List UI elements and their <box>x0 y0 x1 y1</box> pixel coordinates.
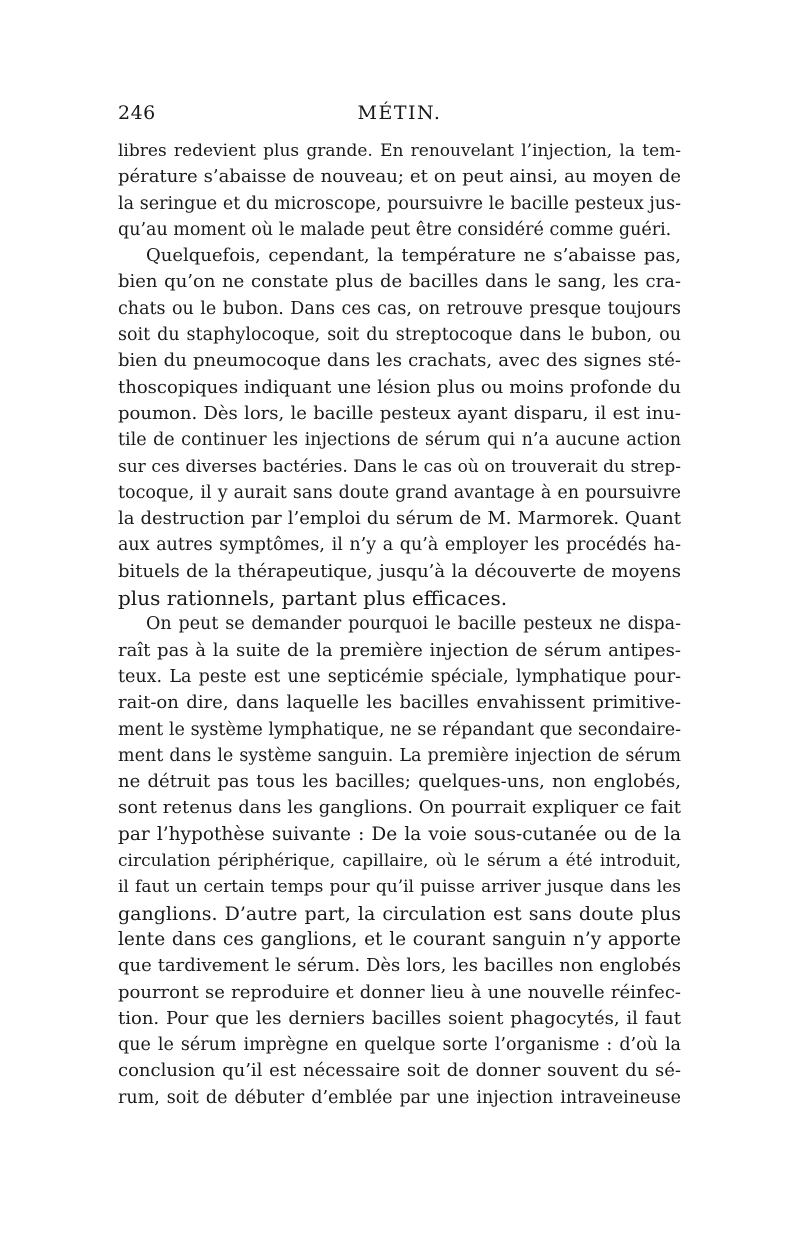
text-line: Quelquefois, cependant, la température ne s’abaisse pas, <box>146 245 681 267</box>
text-line: sur ces diverses bactéries. Dans le cas où on trouverait du strep- <box>118 456 681 477</box>
text-line: tocoque, il y aurait sans doute grand avantage à en poursuivre <box>118 482 681 503</box>
page-number: 246 <box>118 102 156 124</box>
text-line: raît pas à la suite de la première injection de sérum antipes- <box>118 639 681 661</box>
text-line: tile de continuer les injections de sérum qui n’a aucune action <box>118 430 681 451</box>
paragraph <box>118 611 681 1111</box>
text-line: rait-on dire, dans laquelle les bacilles envahissent primitive- <box>118 692 681 714</box>
running-header <box>118 102 681 128</box>
text-line: teux. La peste est une septicémie spéciale, lymphatique pour- <box>118 666 681 687</box>
text-line: la destruction par l’emploi du sérum de M. Marmorek. Quant <box>118 508 681 530</box>
text-line: ment dans le système sanguin. La première injection de sérum <box>118 745 681 766</box>
text-line: circulation périphérique, capillaire, où le sérum a été introduit, <box>118 851 681 872</box>
text-line: que tardivement le sérum. Dès lors, les bacilles non englobés <box>118 955 681 977</box>
text-line: poumon. Dès lors, le bacille pesteux ayant disparu, il est inu- <box>118 402 681 424</box>
text-line: ne détruit pas tous les bacilles; quelques-uns, non englobés, <box>118 771 681 793</box>
running-title: MÉTIN. <box>357 102 442 124</box>
text-line: bien du pneumocoque dans les crachats, avec des signes sté- <box>118 350 681 372</box>
text-line: plus rationnels, partant plus efficaces. <box>118 586 508 611</box>
text-line: tion. Pour que les derniers bacilles soient phagocytés, il faut <box>118 1007 681 1029</box>
text-line: rum, soit de débuter d’emblée par une injection intraveineuse <box>118 1087 681 1108</box>
text-line: libres redevient plus grande. En renouvelant l’injection, la tem- <box>118 141 681 161</box>
body-text <box>118 138 681 1111</box>
text-line: sont retenus dans les ganglions. On pourrait expliquer ce fait <box>118 797 681 819</box>
text-line: ganglions. D’autre part, la circulation est sans doute plus <box>118 902 681 925</box>
text-line: ment le système lymphatique, ne se répandant que secondaire- <box>118 719 681 740</box>
text-line: soit du staphylocoque, soit du streptocoque dans le bubon, ou <box>118 325 681 346</box>
text-line: il faut un certain temps pour qu’il puisse arriver jusque dans les <box>118 877 681 898</box>
paragraph <box>118 138 681 243</box>
text-line: lente dans ces ganglions, et le courant sanguin n’y apporte <box>118 928 681 950</box>
text-line: la seringue et du microscope, poursuivre le bacille pesteux jus- <box>118 193 681 214</box>
text-line: qu’au moment où le malade peut être considéré comme guéri. <box>118 219 672 240</box>
text-line: On peut se demander pourquoi le bacille pesteux ne dispa- <box>146 614 681 635</box>
paragraph <box>118 243 681 611</box>
text-line: pérature s’abaisse de nouveau; et on peut ainsi, au moyen de <box>118 166 681 188</box>
text-line: bituels de la thérapeutique, jusqu’à la découverte de moyens <box>118 560 681 582</box>
text-line: chats ou le bubon. Dans ces cas, on retrouve presque toujours <box>118 298 681 319</box>
text-line: par l’hypothèse suivante : De la voie sous-cutanée ou de la <box>118 823 681 845</box>
text-line: thoscopiques indiquant une lésion plus ou moins profonde du <box>118 376 681 398</box>
text-line: bien qu’on ne constate plus de bacilles dans le sang, les cra- <box>118 271 681 293</box>
text-line: conclusion qu’il est nécessaire soit de donner souvent du sé- <box>118 1060 681 1082</box>
text-line: pourront se reproduire et donner lieu à une nouvelle réinfec- <box>118 981 681 1003</box>
text-line: que le sérum imprègne en quelque sorte l’organisme : d’où la <box>118 1035 681 1056</box>
text-line: aux autres symptômes, il n’y a qu’à employer les procédés ha- <box>118 535 681 556</box>
